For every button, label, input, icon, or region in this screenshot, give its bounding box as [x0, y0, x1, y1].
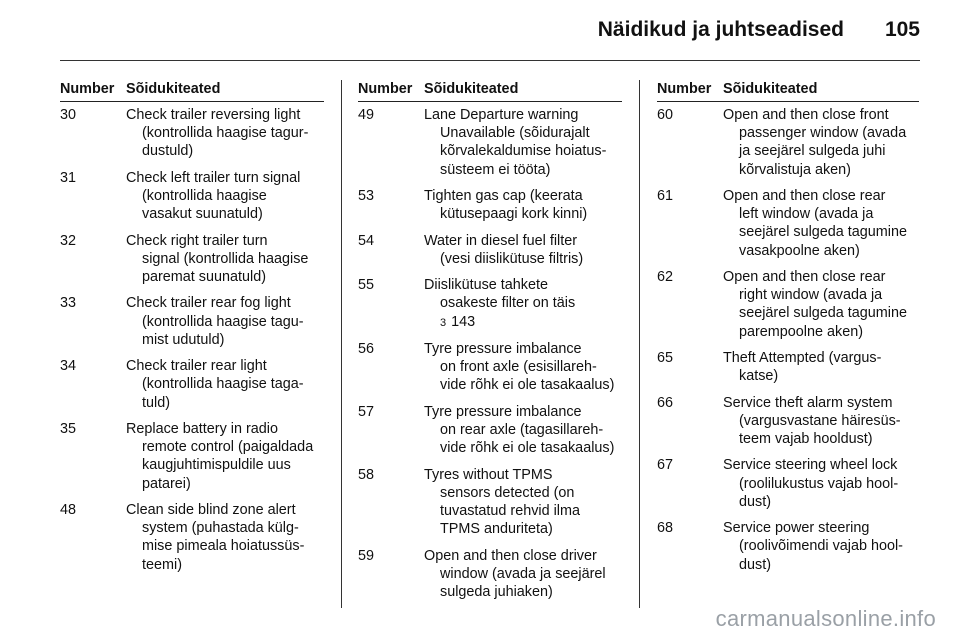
table-row — [657, 394, 919, 449]
column-divider — [341, 80, 342, 608]
message-number: 31 — [60, 169, 77, 186]
table-row — [657, 349, 919, 385]
message-number: 57 — [358, 403, 375, 420]
message-text — [723, 456, 919, 511]
message-number: 34 — [60, 358, 77, 375]
message-line: Water in diesel fuel filter — [424, 232, 578, 249]
message-line: kõrvalekaldumise hoiatus- — [440, 143, 607, 160]
message-number: 54 — [358, 232, 375, 249]
message-line: Unavailable (sõidurajalt — [440, 125, 590, 142]
message-text — [126, 357, 324, 412]
message-line: Check trailer rear fog light — [126, 295, 291, 312]
table-row — [358, 547, 622, 602]
message-text — [723, 187, 919, 260]
message-line: mise pimeala hoiatussüs- — [142, 538, 305, 555]
message-text — [723, 349, 919, 385]
message-text — [424, 340, 622, 395]
header-message: Sõidukiteated — [424, 81, 519, 97]
message-line: (kontrollida haagise taga- — [142, 376, 304, 393]
message-text — [424, 232, 622, 268]
message-line: (roolilukustus vajab hool- — [739, 475, 899, 492]
page-number: 105 — [884, 18, 920, 41]
table-row — [60, 501, 324, 574]
message-text — [424, 276, 622, 332]
message-number: 32 — [60, 232, 77, 249]
message-line: Open and then close front — [723, 107, 889, 123]
header-number: Number — [358, 81, 413, 97]
message-line: (vargusvastane häiresüs- — [739, 412, 901, 429]
message-line: (kontrollida haagise tagu- — [142, 313, 304, 330]
message-text — [126, 294, 324, 349]
message-line: Check trailer rear light — [126, 358, 267, 375]
message-line: vide rõhk ei ole tasakaalus) — [440, 377, 615, 394]
entry-list — [657, 106, 919, 574]
header-rule — [60, 60, 920, 61]
message-number: 30 — [60, 107, 77, 123]
message-line: TPMS anduriteta) — [440, 521, 553, 538]
message-number: 55 — [358, 277, 375, 294]
message-number: 66 — [657, 394, 674, 411]
message-number: 65 — [657, 350, 674, 366]
table-row — [358, 403, 622, 458]
message-text — [723, 106, 919, 179]
column-header — [358, 80, 622, 102]
message-line: Check left trailer turn signal — [126, 169, 301, 186]
message-line: system (puhastada külg- — [142, 520, 299, 537]
message-line: passenger window (avada — [739, 125, 907, 142]
message-line: kaugjuhtimispuldile uus — [142, 457, 291, 474]
header-number: Number — [60, 81, 115, 97]
message-line: (kontrollida haagise — [142, 188, 267, 204]
table-row — [60, 420, 324, 493]
table-row — [358, 187, 622, 223]
message-text — [126, 501, 324, 574]
message-line: Service theft alarm system — [723, 394, 893, 411]
message-line: signal (kontrollida haagise — [142, 250, 309, 267]
message-line: süsteem ei tööta) — [440, 161, 551, 178]
message-number: 56 — [358, 340, 375, 357]
message-line: mist udutuld) — [142, 331, 225, 348]
message-line: Clean side blind zone alert — [126, 501, 296, 518]
column-header — [60, 80, 324, 102]
message-number: 33 — [60, 295, 77, 312]
message-number: 67 — [657, 457, 674, 474]
message-line: Theft Attempted (vargus- — [723, 350, 882, 366]
table-column-1 — [60, 80, 324, 582]
table-row — [358, 340, 622, 395]
message-line: paremat suunatuld) — [142, 269, 266, 285]
message-line: dust) — [739, 493, 771, 510]
entry-list — [358, 106, 622, 601]
message-line: Service steering wheel lock — [723, 457, 898, 474]
message-line: osakeste filter on täis — [440, 295, 576, 312]
message-line: vasakpoolne aken) — [739, 242, 860, 259]
header-message: Sõidukiteated — [723, 81, 818, 97]
table-row — [657, 456, 919, 511]
message-line: parempoolne aken) — [739, 323, 863, 340]
table-row — [60, 106, 324, 161]
table-column-3 — [657, 80, 919, 582]
message-line: Open and then close rear — [723, 269, 886, 285]
table-row — [657, 187, 919, 260]
message-line: Open and then close rear — [723, 188, 886, 204]
message-text — [126, 232, 324, 287]
watermark: carmanualsonline.info — [715, 606, 936, 631]
column-divider — [639, 80, 640, 608]
message-line: vide rõhk ei ole tasakaalus) — [440, 440, 615, 457]
message-line: Diislikütuse tahkete — [424, 277, 548, 294]
table-row — [60, 294, 324, 349]
message-number: 35 — [60, 420, 77, 437]
message-line: Tighten gas cap (keerata — [424, 188, 583, 204]
message-text — [424, 403, 622, 458]
table-column-2 — [358, 80, 622, 609]
reference-arrow-icon: 3 — [440, 316, 447, 329]
message-number: 59 — [358, 547, 375, 564]
message-number: 68 — [657, 520, 674, 537]
message-number: 60 — [657, 107, 674, 123]
message-line: Tyre pressure imbalance — [424, 340, 582, 357]
message-text — [723, 394, 919, 449]
message-text — [126, 106, 324, 161]
message-text — [424, 187, 622, 223]
message-line: seejärel sulgeda tagumine — [739, 224, 908, 241]
message-number: 49 — [358, 107, 375, 123]
table-row — [657, 268, 919, 341]
message-line: katse) — [739, 368, 779, 385]
message-line: teem vajab hooldust) — [739, 431, 873, 447]
message-line: left window (avada ja — [739, 206, 874, 223]
message-line: right window (avada ja — [739, 287, 883, 304]
message-line: kõrvalistuja aken) — [739, 161, 851, 178]
message-number: 58 — [358, 466, 375, 483]
message-number: 62 — [657, 269, 674, 285]
message-line: Tyre pressure imbalance — [424, 403, 582, 420]
table-row — [657, 106, 919, 179]
table-row — [358, 106, 622, 179]
message-line: teemi) — [142, 556, 182, 573]
message-line: tuvastatud rehvid ilma — [440, 502, 580, 519]
message-number: 53 — [358, 188, 375, 204]
message-number: 61 — [657, 188, 674, 204]
message-line: on rear axle (tagasillareh- — [440, 421, 604, 438]
message-line: Replace battery in radio — [126, 420, 278, 437]
message-line: dust) — [739, 556, 771, 573]
message-text — [723, 268, 919, 341]
table-row — [358, 466, 622, 539]
message-line: sulgeda juhiaken) — [440, 583, 553, 600]
message-line: window (avada ja seejärel — [440, 565, 606, 582]
message-line: Service power steering — [723, 520, 870, 537]
entry-list — [60, 106, 324, 574]
message-number: 48 — [60, 501, 77, 518]
message-line: sensors detected (on — [440, 484, 575, 501]
message-line: tuld) — [142, 394, 170, 411]
message-line: patarei) — [142, 475, 191, 492]
message-line: Tyres without TPMS — [424, 466, 553, 483]
message-line: Open and then close driver — [424, 547, 597, 564]
message-line: (vesi diislikütuse filtris) — [440, 250, 584, 267]
message-text — [424, 106, 622, 179]
table-row — [358, 276, 622, 332]
message-line: (roolivõimendi vajab hool- — [739, 538, 903, 555]
page-header — [60, 16, 920, 46]
message-text — [126, 420, 324, 493]
header-number: Number — [657, 81, 712, 97]
message-line: (kontrollida haagise tagur- — [142, 125, 309, 142]
reference-page: 143 — [451, 313, 476, 330]
message-line: Check trailer reversing light — [126, 107, 301, 123]
message-text — [424, 466, 622, 539]
page-reference[interactable] — [424, 313, 622, 332]
message-text — [424, 547, 622, 602]
page-title: Näidikud ja juhtseadised — [597, 18, 844, 41]
table-row — [60, 232, 324, 287]
table-row — [657, 519, 919, 574]
message-line: Lane Departure warning — [424, 107, 579, 123]
message-line: on front axle (esisillareh- — [440, 359, 597, 376]
message-line: kütusepaagi kork kinni) — [440, 206, 588, 223]
column-header — [657, 80, 919, 102]
message-text — [723, 519, 919, 574]
message-text — [126, 169, 324, 224]
table-row — [60, 169, 324, 224]
message-line: vasakut suunatuld) — [142, 206, 263, 223]
message-line: remote control (paigaldada — [142, 439, 314, 456]
table-row — [358, 232, 622, 268]
message-line: dustuld) — [142, 143, 194, 160]
message-line: Check right trailer turn — [126, 232, 268, 249]
table-row — [60, 357, 324, 412]
header-message: Sõidukiteated — [126, 81, 221, 97]
message-line: seejärel sulgeda tagumine — [739, 305, 908, 322]
message-line: ja seejärel sulgeda juhi — [739, 143, 886, 160]
